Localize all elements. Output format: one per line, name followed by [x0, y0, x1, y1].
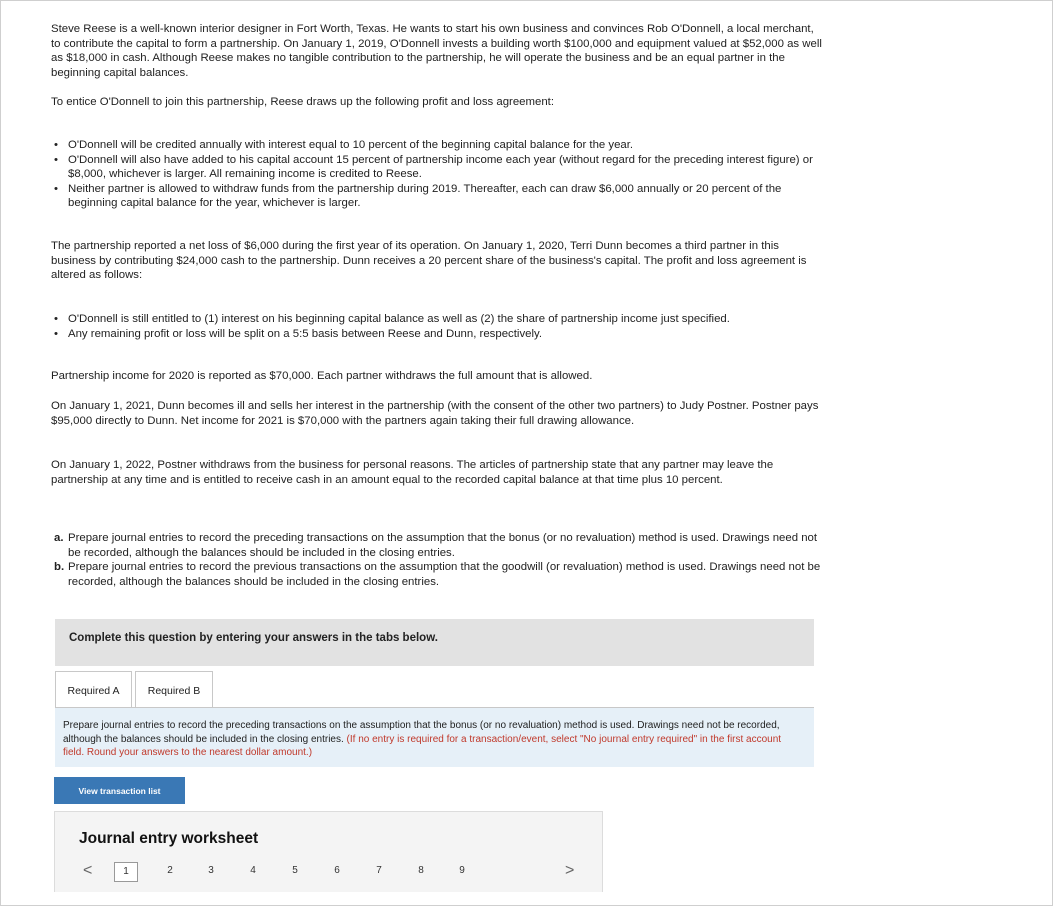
page-6[interactable]: 6: [334, 865, 340, 876]
page-5[interactable]: 5: [292, 865, 298, 876]
page-3[interactable]: 3: [208, 865, 214, 876]
list-item: • O'Donnell is still entitled to (1) interest on his beginning capital balance as well as (2) the share of partnership income just specified.: [54, 313, 730, 325]
chevron-left-icon[interactable]: <: [83, 862, 93, 879]
page-8[interactable]: 8: [418, 865, 424, 876]
instruction-text: Prepare journal entries to record the preceding transactions on the assumption that the bonus (or no revaluation) method is used. Drawings need not be recorded, although the balances should be included in the closing entries. (If no entry is required for a transaction/event, select "No journal entry required" in the first account field. Round your answers to the nearest dollar amount.): [63, 720, 782, 759]
view-transaction-list-button[interactable]: View transaction list: [54, 777, 185, 804]
paragraph-4: On January 1, 2021, Dunn becomes ill and sells her interest in the partnership (with the consent of the other two partners) to Judy Postner. Postner pays $95,000 directly to Dunn. Net income for 2021 is $70,000 with the partners again taking their full drawing allowance.: [51, 400, 819, 427]
paragraph-5: On January 1, 2022, Postner withdraws from the business for personal reasons. The articles of partnership state that any partner may leave the partnership at any time and is entitled to receive cash in an amount equal to the recorded capital balance at that time plus 10 percent.: [51, 459, 774, 486]
page-7[interactable]: 7: [376, 865, 382, 876]
requirements-list: [51, 531, 821, 589]
intro-paragraph: Steve Reese is a well-known interior designer in Fort Worth, Texas. He wants to start his own business and convinces Rob O'Donnell, a local merchant, to contribute the capital to form a partnership. On January 1, 2019, O'Donnell invests a building worth $100,000 and equipment valued at $52,000 as well as $18,000 in cash. Although Reese makes no tangible contribution to the partnership, he will operate the business and be an equal partner in the beginning capital balances.: [51, 23, 822, 79]
requirement-a: a. Prepare journal entries to record the preceding transactions on the assumption that the bonus (or no revaluation) method is used. Drawings need not be recorded, although the balances should be included in the closing entries.: [54, 532, 818, 559]
agreement-list-1: [51, 138, 826, 211]
tab-required-a[interactable]: [55, 671, 132, 708]
journal-entry-worksheet: [54, 811, 603, 892]
list-item: • Neither partner is allowed to withdraw funds from the partnership during 2019. Thereafter, each can draw $6,000 annually or 20 percent of the beginning capital balance for the year, whichever is larger.: [54, 182, 782, 210]
tab-required-b[interactable]: [135, 671, 213, 708]
entice-paragraph: To entice O'Donnell to join this partnership, Reese draws up the following profit and loss agreement:: [51, 96, 555, 108]
worksheet-pager: [79, 862, 579, 884]
tab-required-a-label: Required A: [67, 685, 120, 697]
list-item: • O'Donnell will also have added to his capital account 15 percent of partnership income each year (without regard for the preceding interest figure) or $8,000, whichever is larger. All remaining income is credited to Reese.: [54, 153, 813, 181]
agreement-list-2: [51, 312, 826, 341]
worksheet-title: Journal entry worksheet: [79, 830, 259, 847]
tab-required-b-label: Required B: [147, 685, 201, 697]
paragraph-2: The partnership reported a net loss of $6,000 during the first year of its operation. On January 1, 2020, Terri Dunn becomes a third partner in this business by contributing $24,000 cash to the partnership. Dunn receives a 20 percent share of the business's capital. The profit and loss agreement is altered as follows:: [51, 240, 807, 282]
list-item: • Any remaining profit or loss will be split on a 5:5 basis between Reese and Dunn, respectively.: [54, 327, 543, 340]
complete-question-label: Complete this question by entering your answers in the tabs below.: [69, 632, 438, 644]
list-item: • O'Donnell will be credited annually with interest equal to 10 percent of the beginning capital balance for the year.: [54, 139, 634, 151]
paragraph-3: Partnership income for 2020 is reported as $70,000. Each partner withdraws the full amount that is allowed.: [51, 370, 593, 382]
chevron-right-icon[interactable]: >: [565, 862, 575, 879]
page-1[interactable]: 1: [114, 862, 138, 882]
complete-question-bar: [55, 619, 814, 666]
requirement-b: b. Prepare journal entries to record the previous transactions on the assumption that the goodwill (or revaluation) method is used. Drawings need not be recorded, although the balances should be included in the closing entries.: [54, 561, 821, 588]
instruction-box: [55, 708, 814, 767]
instruction-note: (If no entry is required for a transaction/event, select "No journal entry required" in the first account field. Round your answers to the nearest dollar amount.): [63, 733, 782, 759]
page-9[interactable]: 9: [459, 865, 465, 876]
page-4[interactable]: 4: [250, 865, 256, 876]
page-2[interactable]: 2: [167, 865, 173, 876]
